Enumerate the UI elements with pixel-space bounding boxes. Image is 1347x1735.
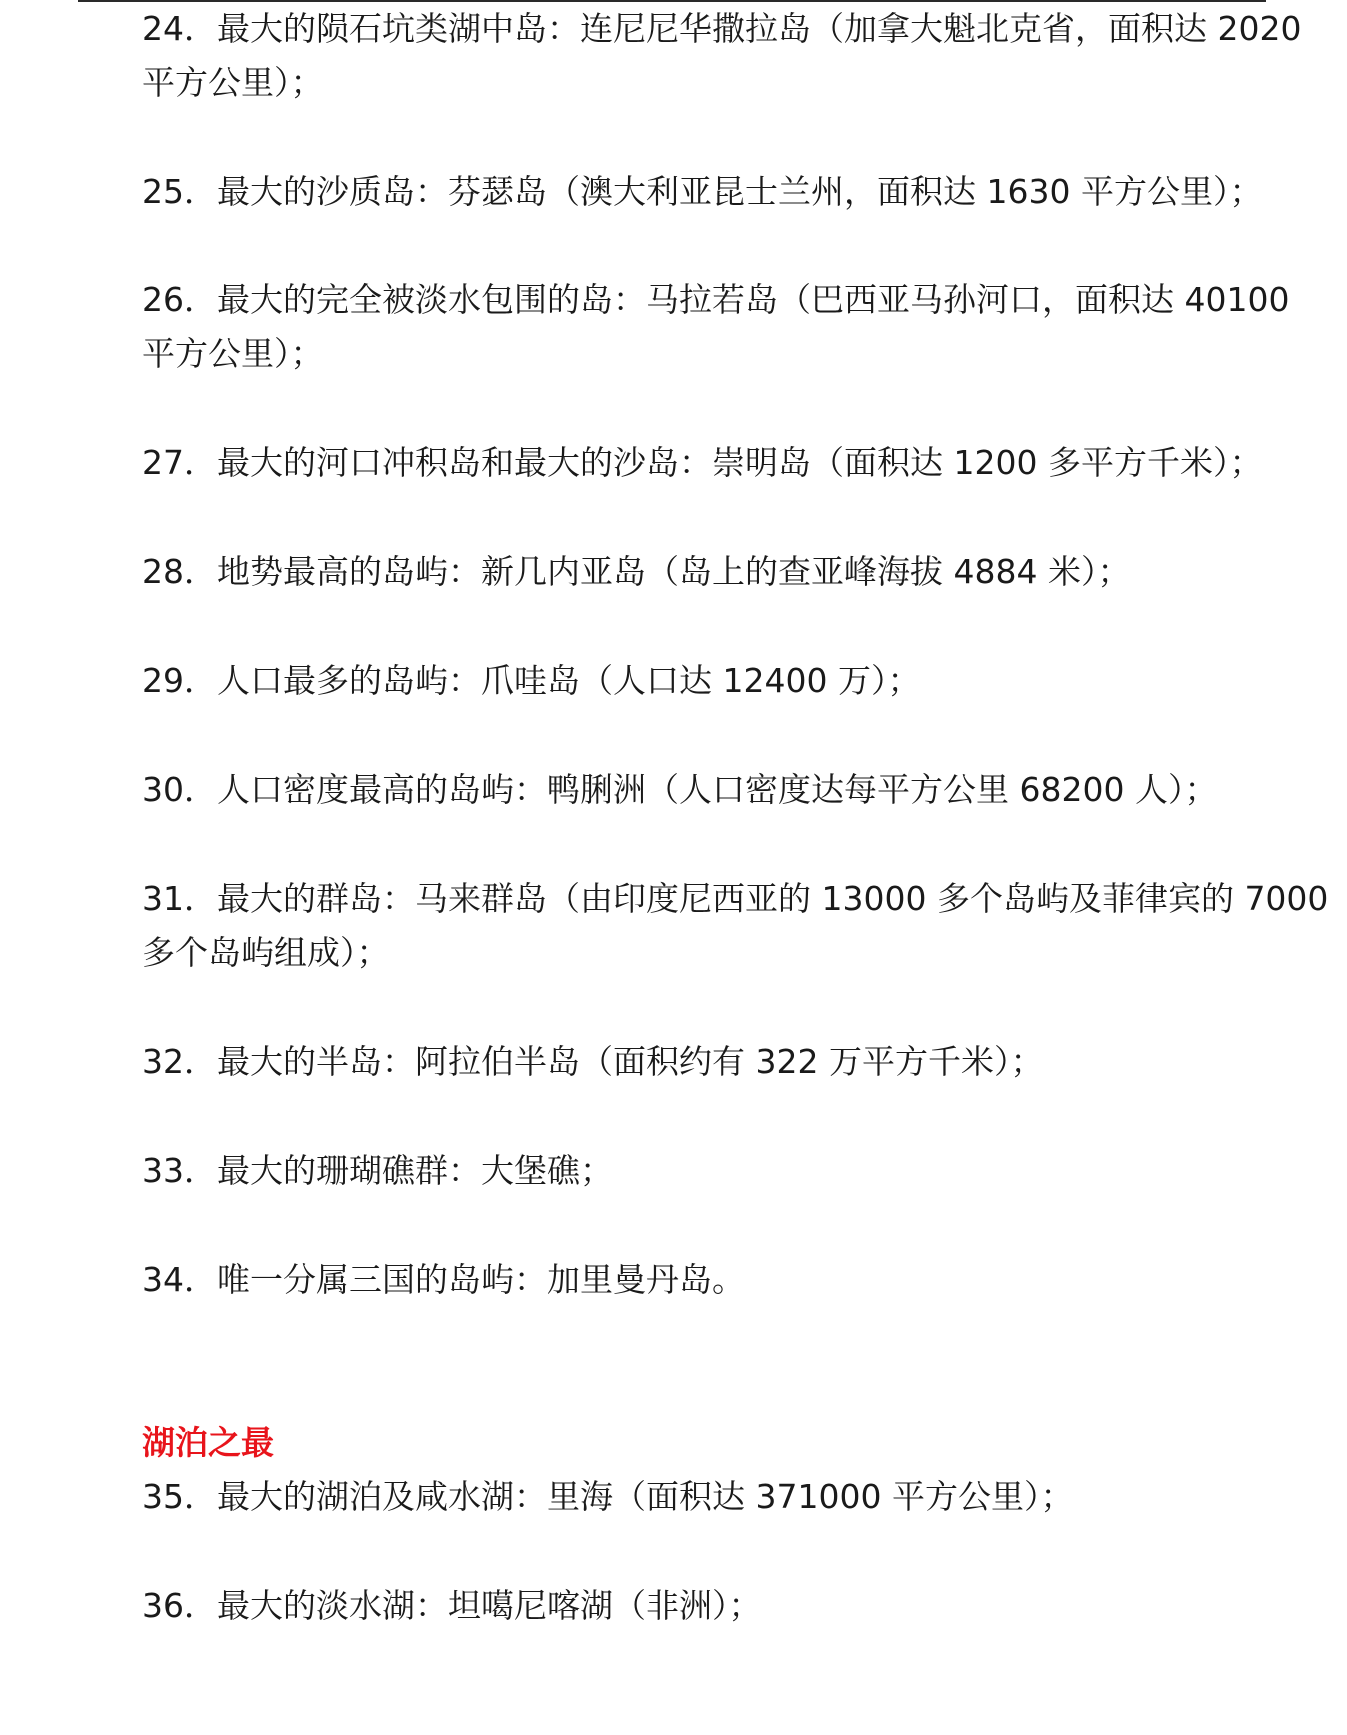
item-35: 35．最大的湖泊及咸水湖：里海（面积达 371000 平方公里）； xyxy=(142,1477,1074,1516)
item-30: 30．人口密度最高的岛屿：鸭脷洲（人口密度达每平方公里 68200 人）； xyxy=(142,770,1218,809)
item-32: 32．最大的半岛：阿拉伯半岛（面积约有 322 万平方千米）； xyxy=(142,1042,1044,1081)
item-33: 33．最大的珊瑚礁群：大堡礁； xyxy=(142,1151,613,1190)
item-26-line-1: 26．最大的完全被淡水包围的岛：马拉若岛（巴西亚马孙河口，面积达 40100 xyxy=(142,280,1290,319)
item-29: 29．人口最多的岛屿：爪哇岛（人口达 12400 万）； xyxy=(142,661,921,700)
item-24-line-1: 24．最大的陨石坑类湖中岛：连尼尼华撒拉岛（加拿大魁北克省，面积达 2020 xyxy=(142,9,1302,48)
item-31-line-1: 31．最大的群岛：马来群岛（由印度尼西亚的 13000 多个岛屿及菲律宾的 7000 xyxy=(142,879,1329,918)
item-26-line-2: 平方公里）； xyxy=(142,334,324,373)
section-heading-lakes: 湖泊之最 xyxy=(142,1423,274,1462)
item-31-line-2: 多个岛屿组成）； xyxy=(142,933,390,972)
item-25: 25．最大的沙质岛：芬瑟岛（澳大利亚昆士兰州，面积达 1630 平方公里）； xyxy=(142,172,1263,211)
item-34: 34．唯一分属三国的岛屿：加里曼丹岛。 xyxy=(142,1260,745,1299)
item-28: 28．地势最高的岛屿：新几内亚岛（岛上的查亚峰海拔 4884 米）； xyxy=(142,552,1131,591)
item-24-line-2: 平方公里）； xyxy=(142,63,324,102)
item-36: 36．最大的淡水湖：坦噶尼喀湖（非洲）； xyxy=(142,1586,762,1625)
item-27: 27．最大的河口冲积岛和最大的沙岛：崇明岛（面积达 1200 多平方千米）； xyxy=(142,443,1263,482)
